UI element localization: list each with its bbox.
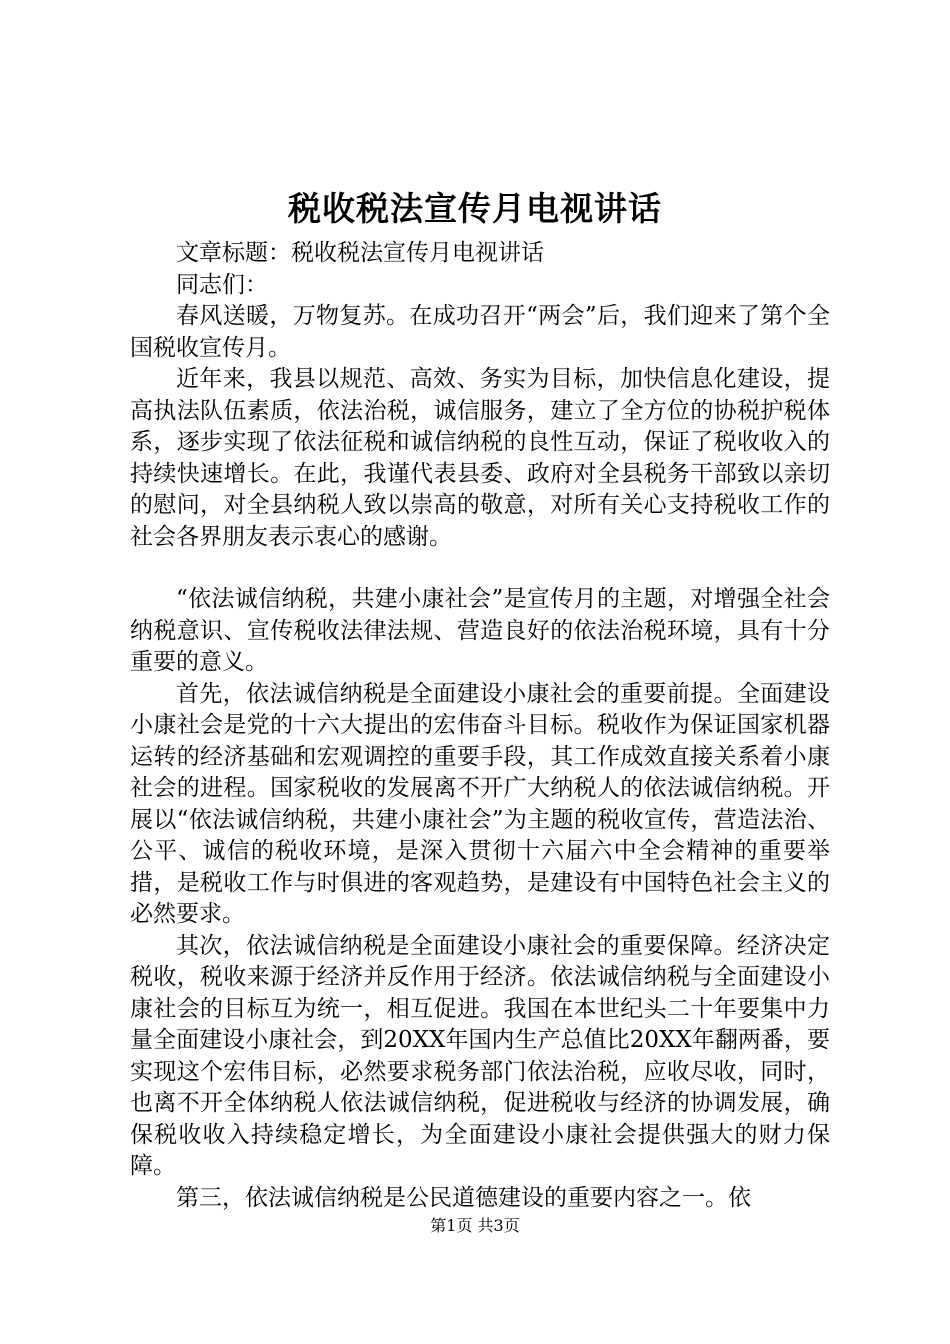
paragraph: 其次，依法诚信纳税是全面建设小康社会的重要保障。经济决定税收，税收来源于经济并反作用于经济。依法诚信纳税与全面建设小康社会的目标互为统一，相互促进。我国在本世纪头二十年要集中力量全面建设小康社会，到20XX年国内生产总值比20XX年翻两番，要实现这个宏伟目标，必然要求税务部门依法治税，应收尽收，同时，也离不开全体纳税人依法诚信纳税，促进税收与经济的协调发展，确保税收收入持续稳定增长，为全面建设小康社会提供强大的财力保障。	[130, 932, 830, 1179]
document-title: 税收税法宣传月电视讲话	[288, 189, 662, 228]
paragraph: 首先，依法诚信纳税是全面建设小康社会的重要前提。全面建设小康社会是党的十六大提出的宏伟奋斗目标。税收作为保证国家机器运转的经济基础和宏观调控的重要手段，其工作成效直接关系着小康社会的进程。国家税收的发展离不开广大纳税人的依法诚信纳税。开展以“依法诚信纳税，共建小康社会”为主题的税收宣传，营造法治、公平、诚信的税收环境，是深入贯彻十六届六中全会精神的重要举措，是税收工作与时俱进的客观趋势，是建设有中国特色社会主义的必然要求。	[130, 680, 830, 927]
salutation: 同志们：	[176, 271, 268, 298]
page-footer: 第1页 共3页	[430, 1216, 520, 1235]
document-body	[130, 238, 830, 1214]
paragraph: 近年来，我县以规范、高效、务实为目标，加快信息化建设，提高执法队伍素质，依法治税，诚信服务，建立了全方位的协税护税体系，逐步实现了依法征税和诚信纳税的良性互动，保证了税收收入的持续快速增长。在此，我谨代表县委、政府对全县税务干部致以亲切的慰问，对全县纳税人致以崇高的敬意，对所有关心支持税收工作的社会各界朋友表示衷心的感谢。	[130, 366, 830, 550]
article-title-line: 文章标题：税收税法宣传月电视讲话	[176, 240, 544, 266]
paragraph: 春风送暖，万物复苏。在成功召开“两会”后，我们迎来了第个全国税收宣传月。	[130, 303, 830, 361]
paragraph: 第三，依法诚信纳税是公民道德建设的重要内容之一。依	[176, 1184, 751, 1211]
paragraph: “依法诚信纳税，共建小康社会”是宣传月的主题，对增强全社会纳税意识、宣传税收法律法规、营造良好的依法治税环境，具有十分重要的意义。	[130, 586, 830, 675]
